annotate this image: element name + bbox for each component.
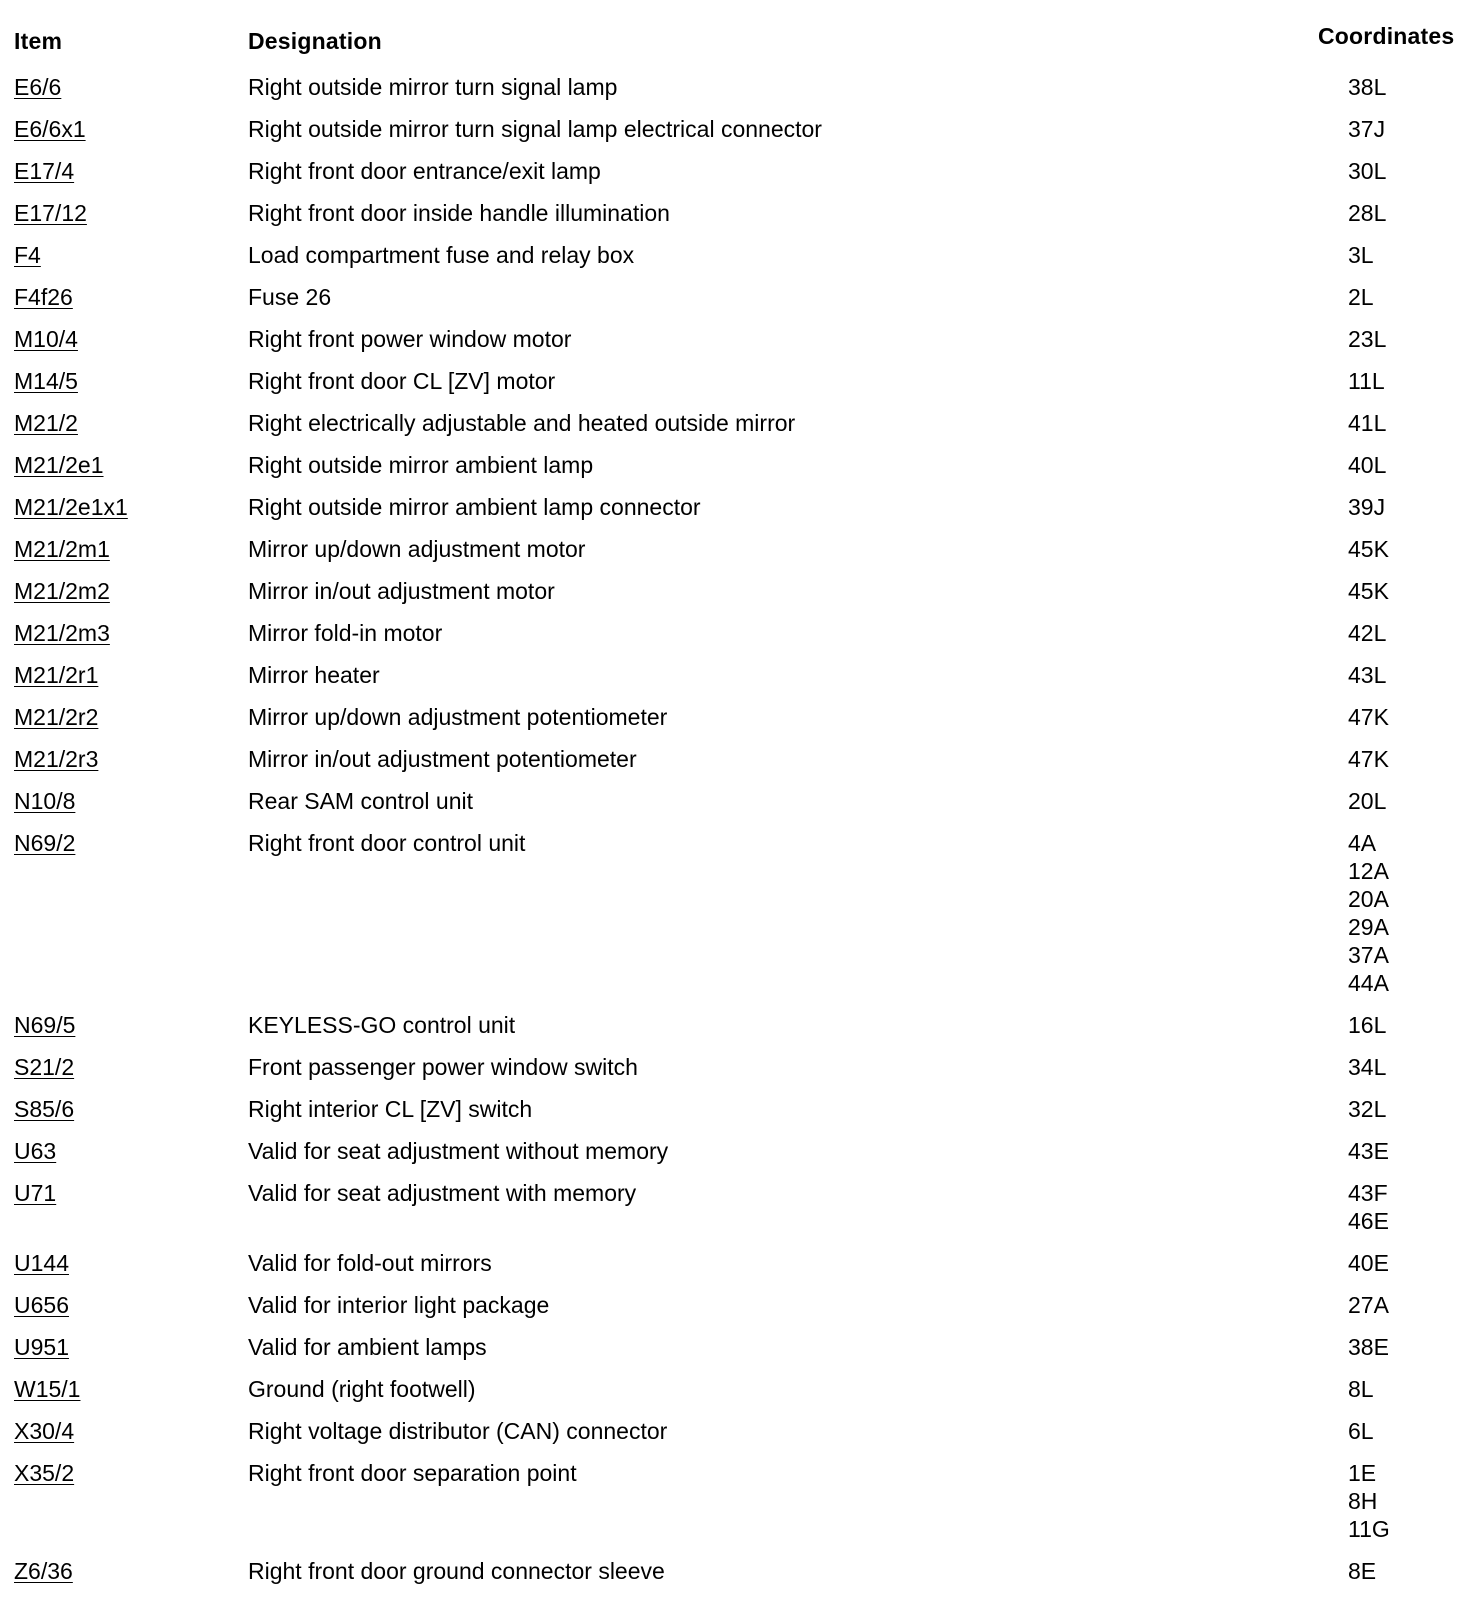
designation-cell: Rear SAM control unit: [248, 788, 473, 814]
item-link[interactable]: N69/2: [14, 830, 76, 856]
designation-cell: Right front door entrance/exit lamp: [248, 158, 601, 184]
table-row: [0, 444, 1472, 486]
item-cell: [0, 1011, 248, 1039]
item-link[interactable]: F4f26: [14, 284, 73, 310]
column-header-item: Item: [14, 28, 63, 54]
coordinates-cell: [1332, 745, 1458, 773]
item-cell: [0, 1291, 248, 1319]
table-row: [0, 150, 1472, 192]
item-cell: [0, 157, 248, 185]
item-link[interactable]: M14/5: [14, 368, 78, 394]
item-cell: [0, 703, 248, 731]
item-cell: [0, 73, 248, 101]
item-link[interactable]: N10/8: [14, 788, 76, 814]
table-row: [0, 1284, 1472, 1326]
coordinate-value: 29A: [1348, 914, 1389, 940]
table-row: [0, 696, 1472, 738]
coordinates-cell: [1332, 1053, 1458, 1081]
designation-cell: Right interior CL [ZV] switch: [248, 1096, 533, 1122]
table-row: [0, 780, 1472, 822]
item-link[interactable]: U951: [14, 1334, 69, 1360]
table-row: [0, 738, 1472, 780]
coordinate-value: 6L: [1348, 1418, 1374, 1444]
item-link[interactable]: E6/6: [14, 74, 62, 100]
table-row: [0, 528, 1472, 570]
item-cell: [0, 745, 248, 773]
coordinate-value: 38E: [1348, 1334, 1389, 1360]
coordinates-cell: [1332, 703, 1458, 731]
item-link[interactable]: U71: [14, 1180, 57, 1206]
item-cell: [0, 535, 248, 563]
coordinate-value: 44A: [1348, 970, 1389, 996]
designation-cell: Valid for ambient lamps: [248, 1334, 487, 1360]
coordinates-cell: [1332, 661, 1458, 689]
coordinates-cell: [1332, 1179, 1458, 1235]
coordinates-cell: [1332, 1095, 1458, 1123]
designation-cell: Right outside mirror turn signal lamp: [248, 74, 618, 100]
designation-cell: KEYLESS-GO control unit: [248, 1012, 516, 1038]
coordinate-value: 43F: [1348, 1180, 1388, 1206]
item-link[interactable]: M21/2e1x1: [14, 494, 128, 520]
coordinates-cell: [1332, 1291, 1458, 1319]
item-cell: [0, 409, 248, 437]
designation-cell: Mirror up/down adjustment potentiometer: [248, 704, 668, 730]
designation-cell: Load compartment fuse and relay box: [248, 242, 635, 268]
table-header: [0, 0, 1472, 70]
table-row: [0, 1242, 1472, 1284]
coordinates-cell: [1332, 829, 1458, 997]
designation-cell: Right front door separation point: [248, 1460, 577, 1486]
coordinate-value: 43E: [1348, 1138, 1389, 1164]
item-cell: [0, 577, 248, 605]
coordinates-cell: [1332, 451, 1458, 479]
table-row: [0, 234, 1472, 276]
item-link[interactable]: W15/1: [14, 1376, 81, 1402]
coordinate-value: 23L: [1348, 326, 1387, 352]
item-link[interactable]: M21/2r3: [14, 746, 99, 772]
item-link[interactable]: X30/4: [14, 1418, 75, 1444]
column-header-designation: Designation: [248, 28, 382, 54]
coordinates-cell: [1332, 1459, 1458, 1543]
designation-cell: Mirror up/down adjustment motor: [248, 536, 586, 562]
table-row: [0, 612, 1472, 654]
coordinate-value: 40E: [1348, 1250, 1389, 1276]
item-link[interactable]: M21/2: [14, 410, 78, 436]
item-cell: [0, 493, 248, 521]
coordinate-value: 37A: [1348, 942, 1389, 968]
item-link[interactable]: M21/2m2: [14, 578, 110, 604]
table-row: [0, 1004, 1472, 1046]
item-cell: [0, 451, 248, 479]
table-row: [0, 276, 1472, 318]
coordinates-cell: [1332, 283, 1458, 311]
item-link[interactable]: Z6/36: [14, 1558, 73, 1584]
coordinate-value: 41L: [1348, 410, 1387, 436]
item-cell: [0, 1095, 248, 1123]
coordinate-value: 47K: [1348, 704, 1389, 730]
coordinate-value: 40L: [1348, 452, 1387, 478]
table-row: [0, 822, 1472, 1004]
item-cell: [0, 241, 248, 269]
coordinates-cell: [1332, 1011, 1458, 1039]
column-header-coordinates: Coordinates: [1318, 23, 1455, 49]
coordinates-cell: [1332, 1333, 1458, 1361]
coordinate-value: 43L: [1348, 662, 1387, 688]
coordinate-value: 1E: [1348, 1460, 1377, 1486]
item-cell: [0, 1137, 248, 1165]
coordinate-value: 8L: [1348, 1376, 1374, 1402]
coordinate-value: 8H: [1348, 1488, 1378, 1514]
designation-cell: Right outside mirror ambient lamp connector: [248, 494, 701, 520]
item-cell: [0, 283, 248, 311]
item-link[interactable]: U63: [14, 1138, 57, 1164]
coordinates-cell: [1332, 1249, 1458, 1277]
coordinates-cell: [1332, 157, 1458, 185]
table-row: [0, 402, 1472, 444]
designation-cell: Mirror fold-in motor: [248, 620, 443, 646]
designation-cell: Right front door CL [ZV] motor: [248, 368, 556, 394]
coordinate-value: 34L: [1348, 1054, 1387, 1080]
designation-cell: Right front power window motor: [248, 326, 572, 352]
designation-cell: Mirror in/out adjustment motor: [248, 578, 555, 604]
item-cell: [0, 619, 248, 647]
coordinate-value: 4A: [1348, 830, 1377, 856]
coordinates-cell: [1332, 1417, 1458, 1445]
designation-cell: Right outside mirror turn signal lamp electrical connector: [248, 116, 822, 142]
designation-cell: Valid for seat adjustment without memory: [248, 1138, 669, 1164]
item-cell: [0, 1459, 248, 1487]
table-row: [0, 1452, 1472, 1550]
coordinate-value: 45K: [1348, 536, 1389, 562]
designation-cell: Right outside mirror ambient lamp: [248, 452, 594, 478]
table-row: [0, 1130, 1472, 1172]
table-row: [0, 1088, 1472, 1130]
designation-cell: Ground (right footwell): [248, 1376, 476, 1402]
coordinates-cell: [1332, 1137, 1458, 1165]
table-row: [0, 1368, 1472, 1410]
item-cell: [0, 367, 248, 395]
designation-cell: Front passenger power window switch: [248, 1054, 638, 1080]
item-link[interactable]: F4: [14, 242, 41, 268]
coordinate-value: 38L: [1348, 74, 1387, 100]
designation-cell: Right electrically adjustable and heated outside mirror: [248, 410, 796, 436]
item-link[interactable]: M21/2r1: [14, 662, 99, 688]
coordinates-cell: [1332, 367, 1458, 395]
coordinate-value: 37J: [1348, 116, 1386, 142]
coordinates-cell: [1332, 241, 1458, 269]
item-link[interactable]: M10/4: [14, 326, 78, 352]
coordinate-value: 2L: [1348, 284, 1374, 310]
coordinates-cell: [1332, 409, 1458, 437]
coordinate-value: 11L: [1348, 368, 1385, 394]
coordinate-value: 32L: [1348, 1096, 1387, 1122]
item-link[interactable]: E17/12: [14, 200, 87, 226]
coordinates-cell: [1332, 787, 1458, 815]
item-cell: [0, 1053, 248, 1081]
item-link[interactable]: U144: [14, 1250, 69, 1276]
designation-cell: Mirror heater: [248, 662, 380, 688]
table-row: [0, 1046, 1472, 1088]
coordinate-value: 11G: [1348, 1516, 1390, 1542]
item-cell: [0, 1179, 248, 1207]
table-row: [0, 108, 1472, 150]
table-row: [0, 66, 1472, 108]
item-cell: [0, 199, 248, 227]
coordinate-value: 42L: [1348, 620, 1387, 646]
item-link[interactable]: N69/5: [14, 1012, 76, 1038]
table-row: [0, 486, 1472, 528]
table-row: [0, 1326, 1472, 1368]
item-link[interactable]: E17/4: [14, 158, 75, 184]
coordinate-value: 16L: [1348, 1012, 1387, 1038]
table-row: [0, 1550, 1472, 1592]
item-cell: [0, 1375, 248, 1403]
table-row: [0, 318, 1472, 360]
coordinate-value: 47K: [1348, 746, 1389, 772]
table-row: [0, 1410, 1472, 1452]
coordinates-cell: [1332, 535, 1458, 563]
designation-cell: Mirror in/out adjustment potentiometer: [248, 746, 637, 772]
coordinate-value: 39J: [1348, 494, 1386, 520]
coordinate-value: 12A: [1348, 858, 1389, 884]
item-link[interactable]: X35/2: [14, 1460, 75, 1486]
coordinates-cell: [1332, 1557, 1458, 1585]
item-link[interactable]: S85/6: [14, 1096, 75, 1122]
item-link[interactable]: E6/6x1: [14, 116, 86, 142]
item-link[interactable]: M21/2m3: [14, 620, 110, 646]
designation-cell: Right front door ground connector sleeve: [248, 1558, 665, 1584]
coordinates-cell: [1332, 1375, 1458, 1403]
coordinates-cell: [1332, 619, 1458, 647]
item-link[interactable]: U656: [14, 1292, 69, 1318]
designation-cell: Fuse 26: [248, 284, 332, 310]
item-cell: [0, 325, 248, 353]
table-row: [0, 654, 1472, 696]
coordinates-cell: [1332, 325, 1458, 353]
table-row: [0, 360, 1472, 402]
designation-cell: Right front door control unit: [248, 830, 526, 856]
item-cell: [0, 115, 248, 143]
coordinates-cell: [1332, 199, 1458, 227]
item-cell: [0, 829, 248, 857]
coordinate-value: 20L: [1348, 788, 1387, 814]
coordinate-value: 3L: [1348, 242, 1374, 268]
coordinate-value: 8E: [1348, 1558, 1377, 1584]
table-row: [0, 1172, 1472, 1242]
coordinates-cell: [1332, 493, 1458, 521]
item-cell: [0, 1333, 248, 1361]
coordinate-value: 27A: [1348, 1292, 1389, 1318]
item-link[interactable]: M21/2r2: [14, 704, 99, 730]
table-row: [0, 570, 1472, 612]
designation-cell: Valid for interior light package: [248, 1292, 550, 1318]
table-row: [0, 192, 1472, 234]
component-legend-table: [0, 66, 1472, 1592]
designation-cell: Right front door inside handle illumination: [248, 200, 670, 226]
designation-cell: Valid for seat adjustment with memory: [248, 1180, 637, 1206]
designation-cell: Right voltage distributor (CAN) connector: [248, 1418, 668, 1444]
coordinate-value: 46E: [1348, 1208, 1389, 1234]
item-cell: [0, 1557, 248, 1585]
designation-cell: Valid for fold-out mirrors: [248, 1250, 492, 1276]
coordinates-cell: [1332, 115, 1458, 143]
coordinate-value: 20A: [1348, 886, 1389, 912]
coordinate-value: 28L: [1348, 200, 1387, 226]
coordinates-cell: [1332, 577, 1458, 605]
item-link[interactable]: S21/2: [14, 1054, 75, 1080]
item-cell: [0, 787, 248, 815]
coordinate-value: 30L: [1348, 158, 1387, 184]
coordinates-cell: [1332, 73, 1458, 101]
item-link[interactable]: M21/2e1: [14, 452, 104, 478]
item-cell: [0, 661, 248, 689]
item-cell: [0, 1417, 248, 1445]
coordinate-value: 45K: [1348, 578, 1389, 604]
item-link[interactable]: M21/2m1: [14, 536, 110, 562]
item-cell: [0, 1249, 248, 1277]
